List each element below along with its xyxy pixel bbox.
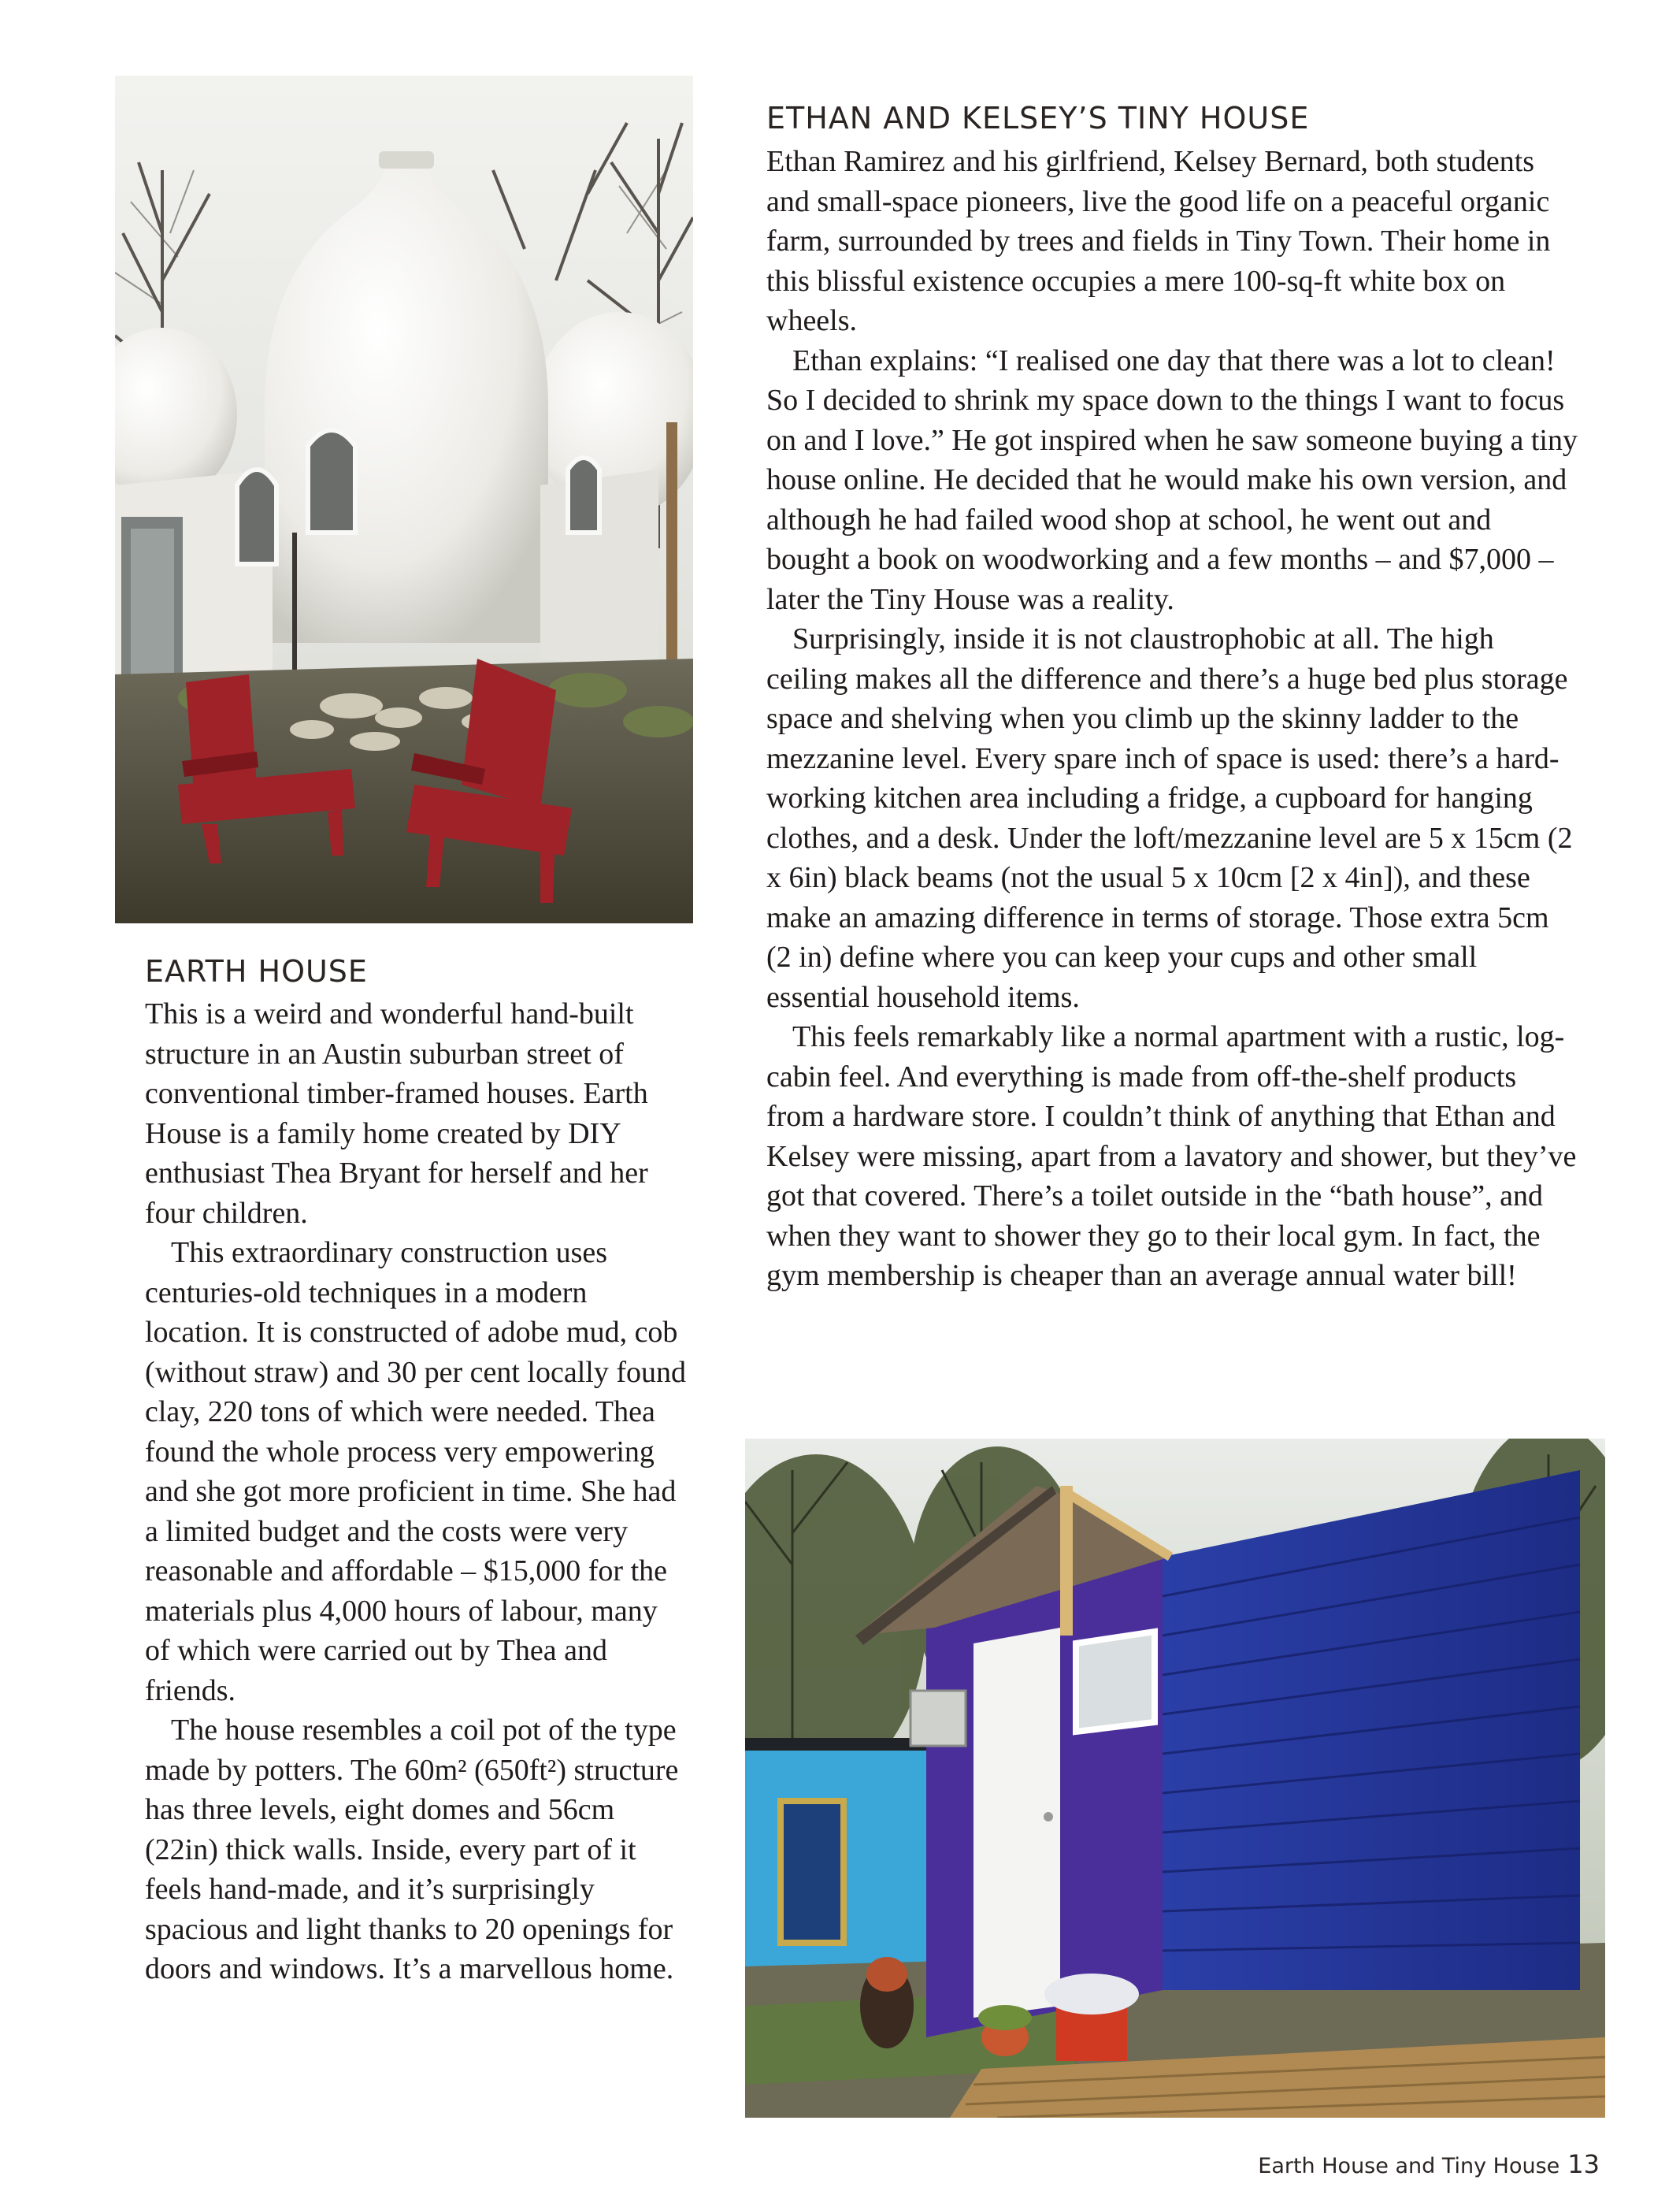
earth-house-body: [145, 994, 688, 1989]
earth-house-heading: EARTH HOUSE: [145, 954, 368, 989]
earth-house-paragraph-1: This is a weird and wonderful hand-built structure in an Austin suburban street of conventional timber-framed houses. Earth House is a family home created by DIY enthusiast Thea Bryant for herself and her four children.: [145, 997, 648, 1230]
page-footer: [1258, 2149, 1600, 2179]
tiny-house-paragraph-3: Surprisingly, inside it is not claustrophobic at all. The high ceiling makes all the difference and there’s a huge bed plus storage space and shelving when you climb up the skinny ladder to the mezzanine level. Every spare inch of space is used: there’s a hard-working kitchen area including a fridge, a cupboard for hanging clothes, and a desk. Under the loft/mezzanine level are 5 x 15cm (2 x 6in) black beams (not the usual 5 x 10cm [2 x 4in]), and these make an amazing difference in terms of storage. Those extra 5cm (2 in) define where you can keep your cups and other small essential household items.: [766, 622, 1573, 1014]
earth-house-paragraph-3: The house resembles a coil pot of the type made by potters. The 60m² (650ft²) structure has three levels, eight domes and 56cm (22in) thick walls. Inside, every part of it feels hand-made, and it’s surprisingly spacious and light thanks to 20 openings for doors and windows. It’s a marvellous home.: [145, 1714, 679, 1985]
tiny-house-body: [766, 142, 1578, 1296]
tiny-house-heading: ETHAN AND KELSEY’S TINY HOUSE: [766, 101, 1310, 136]
earth-house-photo: [115, 76, 693, 923]
footer-section-title: Earth House and Tiny House: [1258, 2154, 1560, 2178]
tiny-house-paragraph-4: This feels remarkably like a normal apartment with a rustic, log-cabin feel. And everything is made from off-the-shelf products from a hardware store. I couldn’t think of anything that Ethan and Kelsey were missing, apart from a lavatory and shower, but they’ve got that covered. There’s a toilet outside in the “bath house”, and when they want to shower they go to their local gym. In fact, the gym membership is cheaper than an average annual water bill!: [766, 1020, 1577, 1292]
tiny-house-photo: [745, 1439, 1605, 2118]
page-number: 13: [1567, 2149, 1600, 2179]
tiny-house-paragraph-1: Ethan Ramirez and his girlfriend, Kelsey Bernard, both students and small-space pioneers, live the good life on a peaceful organic farm, surrounded by trees and fields in Tiny Town. Their home in this blissful existence occupies a mere 100-sq-ft white box on wheels.: [766, 145, 1551, 337]
earth-house-paragraph-2: This extraordinary construction uses centuries-old techniques in a modern location. It is constructed of adobe mud, cob (without straw) and 30 per cent locally found clay, 220 tons of which were needed. Thea found the whole process very empowering and she got more proficient in time. She had a limited budget and the costs were very reasonable and affordable – $15,000 for the materials plus 4,000 hours of labour, many of which were carried out by Thea and friends.: [145, 1236, 686, 1707]
tiny-house-paragraph-2: Ethan explains: “I realised one day that there was a lot to clean! So I decided to shrink my space down to the things I want to focus on and I love.” He got inspired when he saw someone buying a tiny house online. He decided that he would make his own version, and although he had failed wood shop at school, he went out and bought a book on woodworking and a few months – and $7,000 – later the Tiny House was a reality.: [766, 343, 1578, 616]
